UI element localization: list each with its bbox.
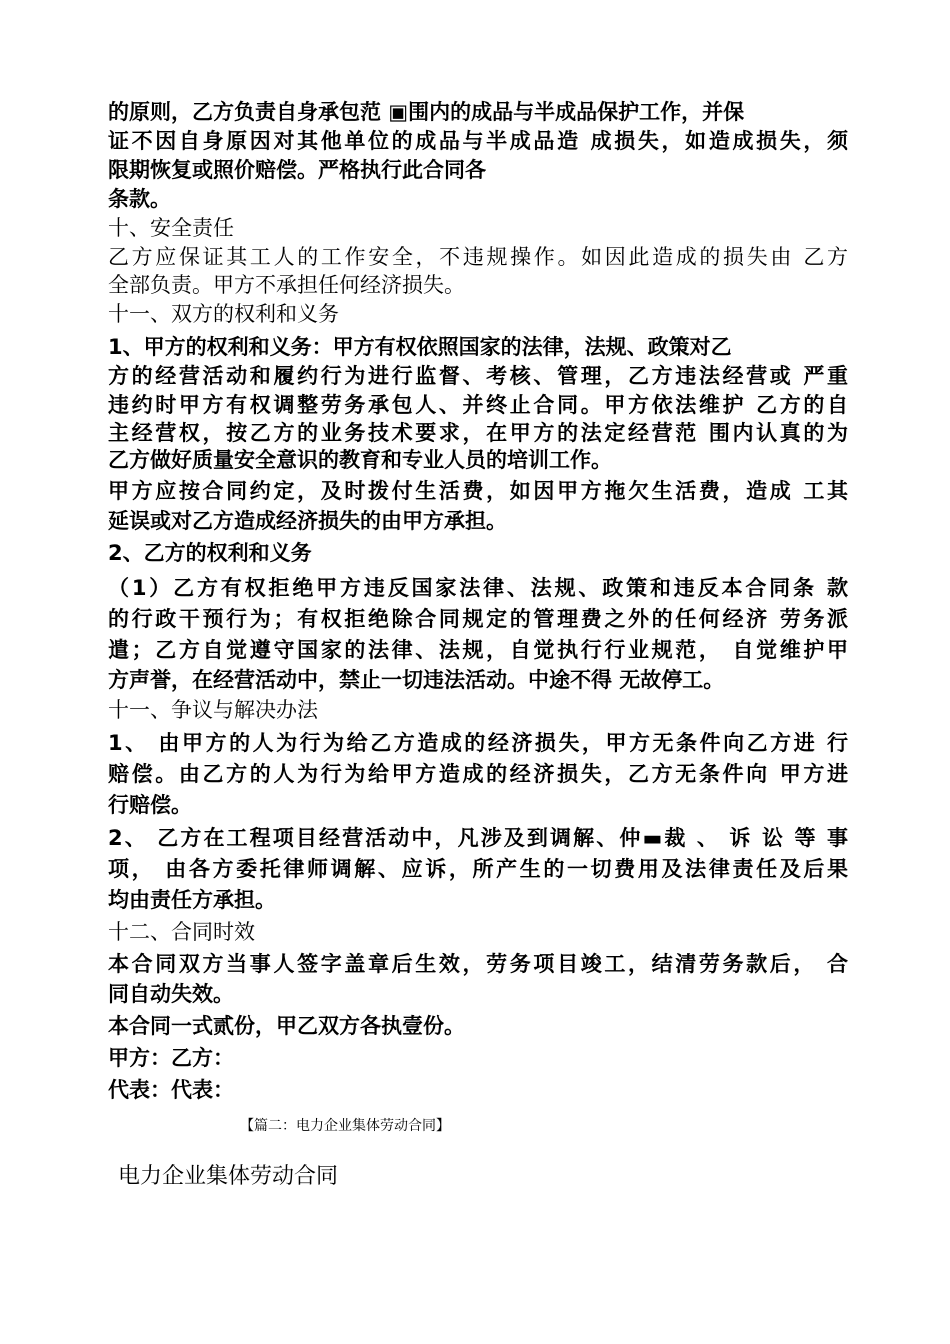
body-line: 乙方应保证其工人的工作安全，不违规操作。如因此造成的损失由 乙方	[108, 245, 848, 269]
body-line: 遣；乙方自觉遵守国家的法律、法规，自觉执行行业规范， 自觉维护甲	[108, 638, 848, 662]
body-line: 行赔偿。	[108, 793, 192, 817]
section-caption: 【篇二：电力企业集体劳动合同】	[240, 1118, 450, 1134]
section-heading: 十、安全责任	[108, 216, 234, 240]
section-heading: 十一、双方的权利和义务	[108, 302, 339, 326]
body-line: 条款。	[108, 187, 171, 211]
body-line: 均由责任方承担。	[108, 888, 276, 912]
body-line: 限期恢复或照价赔偿。严格执行此合同各	[108, 158, 486, 182]
body-line: 证不因自身原因对其他单位的成品与半成品造 成损失，如造成损失，须	[108, 129, 848, 153]
body-line: 的原则，乙方负责自身承包范 ▣围内的成品与半成品保护工作，并保	[108, 100, 745, 124]
section-heading: 十一、争议与解决办法	[108, 698, 318, 722]
body-line: （1）乙方有权拒绝甲方违反国家法律、法规、政策和违反本合同条 款	[108, 576, 848, 600]
signature-line: 甲方：乙方：	[108, 1046, 234, 1070]
signature-line: 代表：代表：	[108, 1078, 234, 1102]
body-line: 本合同一式贰份，甲乙双方各执壹份。	[108, 1014, 465, 1038]
body-line: 延误或对乙方造成经济损失的由甲方承担。	[108, 509, 507, 533]
document-title: 电力企业集体劳动合同	[118, 1164, 339, 1189]
body-line: 同自动失效。	[108, 982, 234, 1006]
body-line: 乙方做好质量安全意识的教育和专业人员的培训工作。	[108, 448, 612, 472]
body-line: 违约时甲方有权调整劳务承包人、并终止合同。甲方依法维护 乙方的自	[108, 393, 848, 417]
body-line: 全部负责。甲方不承担任何经济损失。	[108, 273, 465, 297]
body-line: 2、 乙方在工程项目经营活动中，凡涉及到调解、仲▬裁 、 诉 讼 等 事	[108, 826, 848, 850]
body-line: 方的经营活动和履约行为进行监督、考核、管理，乙方违法经营或 严重	[108, 364, 848, 388]
sub-heading: 2、乙方的权利和义务	[108, 541, 312, 565]
body-line: 方声誉，在经营活动中，禁止一切违法活动。中途不得 无故停工。	[108, 668, 725, 692]
body-line: 1、甲方的权利和义务：甲方有权依照国家的法律，法规、政策对乙	[108, 335, 732, 359]
body-line: 赔偿。由乙方的人为行为给甲方造成的经济损失，乙方无条件向 甲方进	[108, 762, 848, 786]
section-heading: 十二、合同时效	[108, 920, 255, 944]
body-line: 主经营权，按乙方的业务技术要求，在甲方的法定经营范 围内认真的为	[108, 421, 848, 445]
body-line: 1、 由甲方的人为行为给乙方造成的经济损失，甲方无条件向乙方进 行	[108, 731, 848, 755]
body-line: 的行政干预行为；有权拒绝除合同规定的管理费之外的任何经济 劳务派	[108, 607, 848, 631]
body-line: 项， 由各方委托律师调解、应诉，所产生的一切费用及法律责任及后果	[108, 857, 848, 881]
body-line: 甲方应按合同约定，及时拨付生活费，如因甲方拖欠生活费，造成 工其	[108, 479, 848, 503]
body-line: 本合同双方当事人签字盖章后生效，劳务项目竣工，结清劳务款后， 合	[108, 952, 848, 976]
